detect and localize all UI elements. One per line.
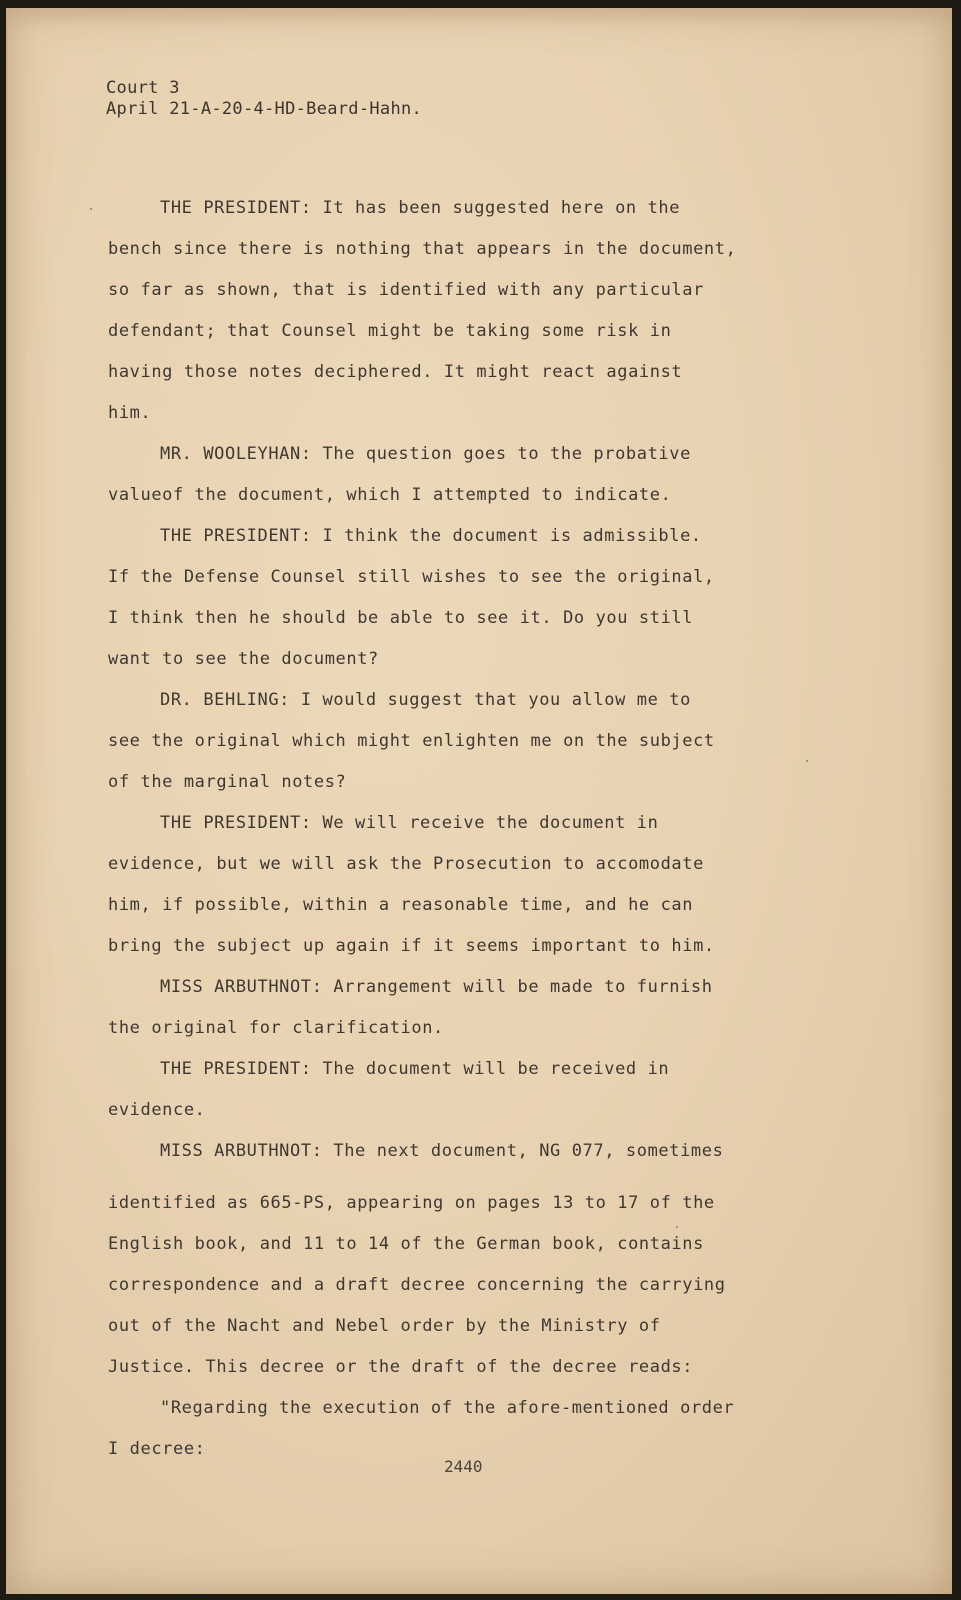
header-court: Court 3	[106, 78, 180, 98]
transcript-line: correspondence and a draft decree concerning the carrying	[108, 1275, 726, 1295]
transcript-line: valueof the document, which I attempted to indicate.	[108, 485, 672, 505]
transcript-line: MISS ARBUTHNOT: The next document, NG 077, sometimes	[160, 1141, 724, 1161]
transcript-line: THE PRESIDENT: The document will be received in	[160, 1059, 670, 1079]
transcript-line: the original for clarification.	[108, 1018, 444, 1038]
paper-speck	[676, 1226, 678, 1228]
transcript-line: THE PRESIDENT: It has been suggested here on the	[160, 198, 681, 218]
transcript-line: DR. BEHLING: I would suggest that you allow me to	[160, 690, 691, 710]
transcript-line: of the marginal notes?	[108, 772, 347, 792]
transcript-body	[108, 188, 828, 1470]
transcript-line: identified as 665-PS, appearing on pages 13 to 17 of the	[108, 1193, 715, 1213]
paragraph-gap	[108, 1172, 828, 1183]
transcript-line: bring the subject up again if it seems important to him.	[108, 936, 715, 956]
transcript-line: bench since there is nothing that appears in the document,	[108, 239, 737, 259]
transcript-line: English book, and 11 to 14 of the German book, contains	[108, 1234, 704, 1254]
transcript-line: I think then he should be able to see it. Do you still	[108, 608, 694, 628]
transcript-line: "Regarding the execution of the afore-mentioned order	[160, 1398, 735, 1418]
transcript-line: MR. WOOLEYHAN: The question goes to the probative	[160, 444, 691, 464]
transcript-line: evidence.	[108, 1100, 206, 1120]
page-number: 2440	[444, 1457, 483, 1476]
transcript-line: so far as shown, that is identified with any particular	[108, 280, 704, 300]
paper-speck	[90, 208, 92, 210]
transcript-line: him, if possible, within a reasonable time, and he can	[108, 895, 694, 915]
transcript-line: evidence, but we will ask the Prosecution to accomodate	[108, 854, 704, 874]
document-page	[6, 8, 952, 1594]
transcript-line: THE PRESIDENT: I think the document is admissible.	[160, 526, 702, 546]
transcript-line: out of the Nacht and Nebel order by the Ministry of	[108, 1316, 661, 1336]
document-header	[106, 78, 422, 120]
transcript-line: defendant; that Counsel might be taking some risk in	[108, 321, 672, 341]
paper-speck	[806, 760, 808, 762]
header-reference: April 21-A-20-4-HD-Beard-Hahn.	[106, 99, 423, 119]
transcript-line: see the original which might enlighten me on the subject	[108, 731, 715, 751]
transcript-line: Justice. This decree or the draft of the decree reads:	[108, 1357, 694, 1377]
transcript-line: If the Defense Counsel still wishes to see the original,	[108, 567, 715, 587]
transcript-line: THE PRESIDENT: We will receive the document in	[160, 813, 659, 833]
transcript-line: having those notes deciphered. It might react against	[108, 362, 683, 382]
transcript-line: I decree:	[108, 1439, 206, 1459]
transcript-line: him.	[108, 403, 152, 423]
transcript-line: want to see the document?	[108, 649, 379, 669]
transcript-line: MISS ARBUTHNOT: Arrangement will be made to furnish	[160, 977, 713, 997]
